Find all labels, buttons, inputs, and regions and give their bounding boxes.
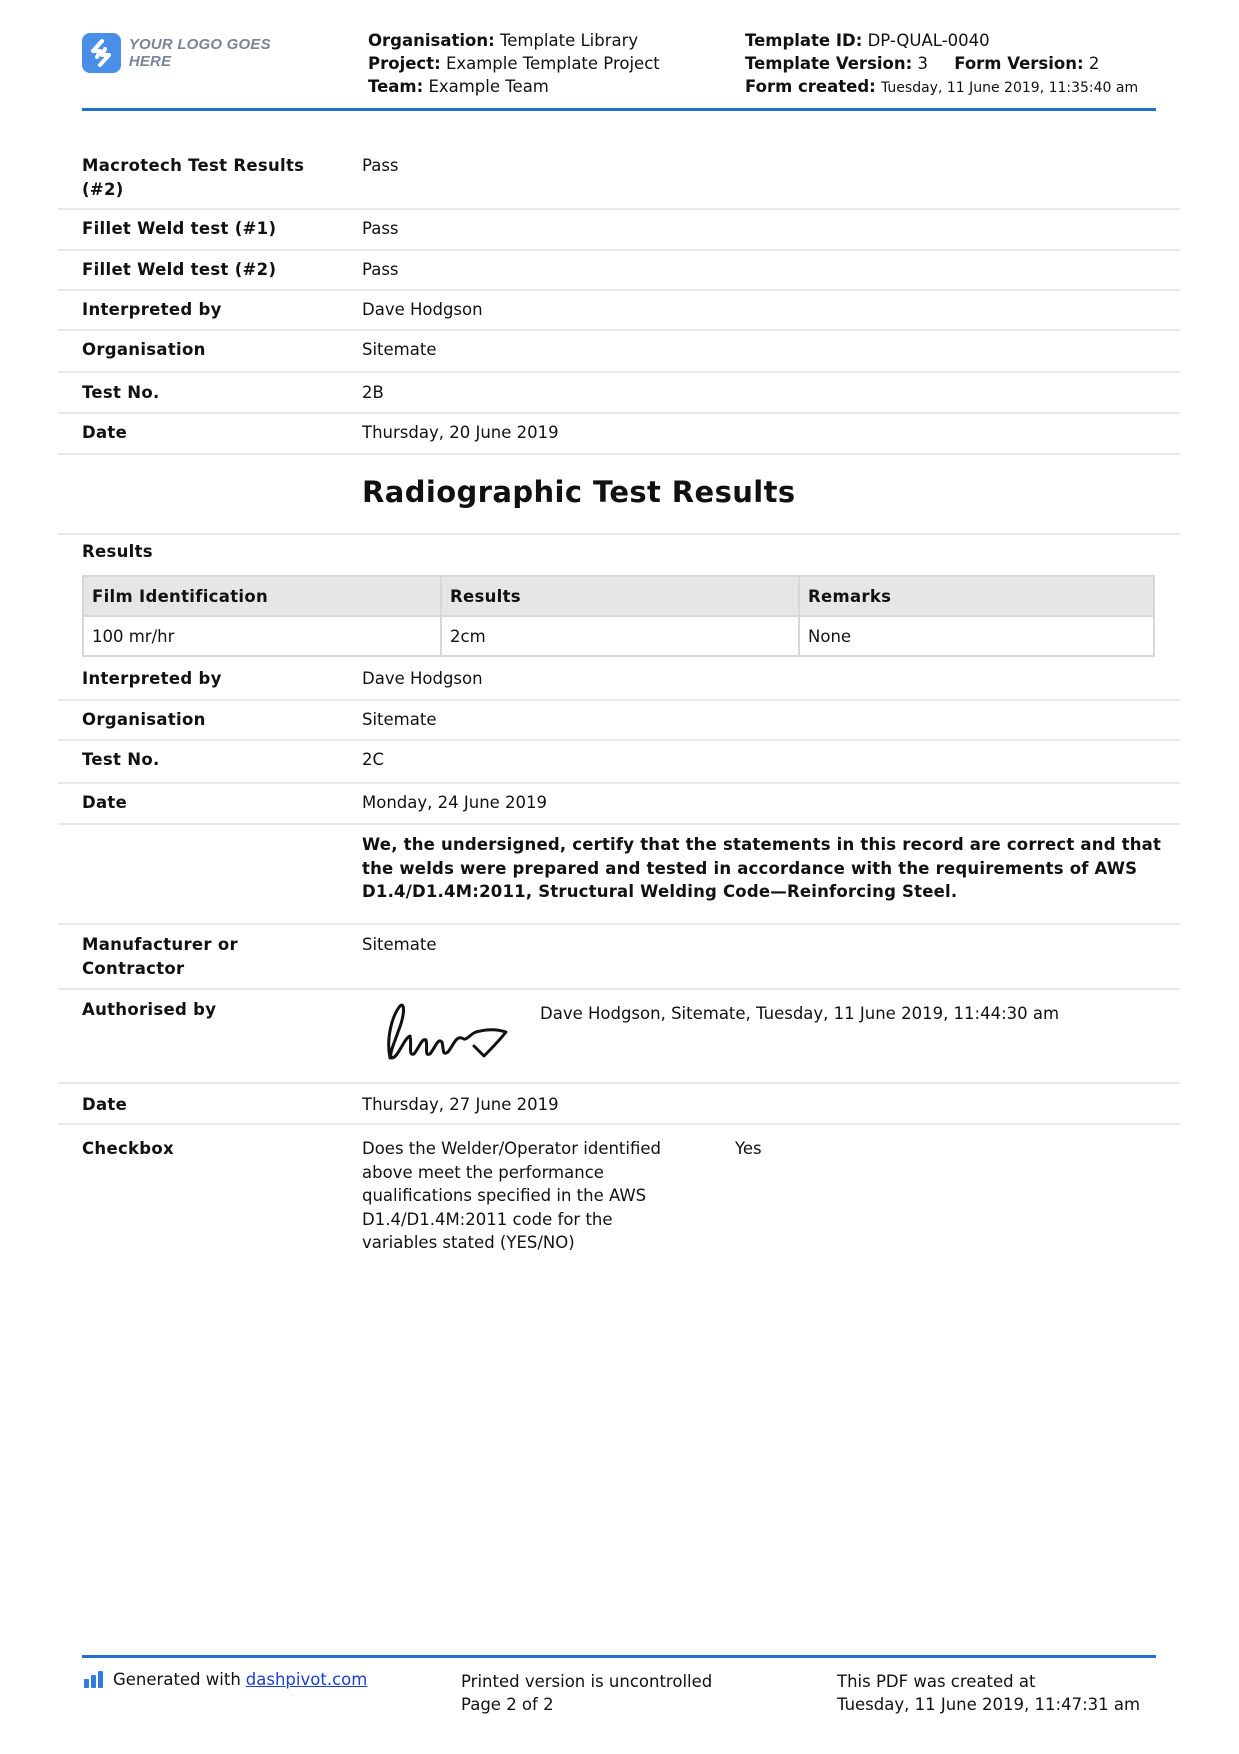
field-label: Fillet Weld test (#1) [82, 219, 277, 238]
field-row-interpreted-by [58, 658, 1180, 701]
checkbox-answer: Yes [735, 1139, 762, 1158]
dashpivot-link[interactable]: dashpivot.com [245, 1670, 368, 1689]
field-label: Manufacturer or Contractor [82, 935, 238, 978]
field-value: 2B [362, 383, 384, 402]
form-version-value: 2 [1088, 54, 1100, 73]
footer-created [837, 1670, 1140, 1716]
field-row-manufacturer [58, 925, 1180, 990]
project-label: Project: [368, 54, 441, 73]
authorised-value: Dave Hodgson, Sitemate, Tuesday, 11 June 2019, 11:44:30 am [540, 1004, 1060, 1023]
field-label: Interpreted by [82, 300, 222, 319]
generated-text: Generated with [113, 1670, 241, 1689]
results-label: Results [82, 542, 153, 561]
field-row-macrotech [58, 148, 1180, 210]
field-value: Dave Hodgson [362, 669, 483, 688]
field-row-test-no [58, 741, 1180, 784]
field-row-test-no [58, 373, 1180, 414]
table-cell: None [799, 616, 1154, 656]
field-value: Sitemate [362, 935, 437, 954]
field-row-date [58, 1084, 1180, 1125]
created-label: This PDF was created at [837, 1672, 1036, 1691]
field-label: Authorised by [82, 1000, 217, 1019]
checkbox-label: Checkbox [82, 1139, 174, 1158]
table-header: Remarks [799, 576, 1154, 616]
field-value: Monday, 24 June 2019 [362, 793, 548, 812]
field-value: Sitemate [362, 340, 437, 359]
signature-image [380, 998, 510, 1068]
template-id-value: DP-QUAL-0040 [867, 31, 990, 50]
form-created-label: Form created: [745, 77, 876, 96]
field-row-organisation [58, 701, 1180, 741]
project-value: Example Template Project [445, 54, 660, 73]
created-value: Tuesday, 11 June 2019, 11:47:31 am [837, 1695, 1141, 1714]
header-project-info [368, 29, 660, 98]
form-created-value: Tuesday, 11 June 2019, 11:35:40 am [881, 80, 1139, 96]
field-label: Fillet Weld test (#2) [82, 260, 277, 279]
dashpivot-chart-icon [84, 1671, 105, 1688]
field-row-organisation [58, 331, 1180, 373]
field-value: 2C [362, 750, 385, 769]
table-cell: 2cm [441, 616, 799, 656]
section-title-row [58, 455, 1180, 535]
organisation-label: Organisation: [368, 31, 495, 50]
footer-generated [84, 1670, 367, 1689]
footer-page-info [461, 1670, 712, 1716]
table-cell: 100 mr/hr [83, 616, 441, 656]
field-label: Macrotech Test Results (#2) [82, 156, 305, 199]
field-label: Organisation [82, 710, 206, 729]
table-header-row [83, 576, 1154, 616]
field-value: Pass [362, 156, 399, 175]
field-value: Sitemate [362, 710, 437, 729]
field-value: Pass [362, 260, 399, 279]
field-row-fillet-1 [58, 210, 1180, 251]
template-version-label: Template Version: [745, 54, 913, 73]
header-template-info [745, 29, 1138, 100]
uncontrolled-text: Printed version is uncontrolled [461, 1672, 713, 1691]
results-table [82, 575, 1155, 657]
field-value: Thursday, 27 June 2019 [362, 1095, 559, 1114]
field-value: Dave Hodgson [362, 300, 483, 319]
table-row [83, 616, 1154, 656]
field-row-interpreted-by [58, 291, 1180, 331]
field-label: Date [82, 423, 128, 442]
field-label: Test No. [82, 750, 160, 769]
footer-divider [82, 1655, 1156, 1658]
template-id-label: Template ID: [745, 31, 863, 50]
logo-mark-icon [82, 33, 121, 73]
form-version-label: Form Version: [954, 54, 1084, 73]
field-value: Thursday, 20 June 2019 [362, 423, 559, 442]
header-divider [82, 108, 1156, 111]
logo [82, 32, 312, 74]
field-row-fillet-2 [58, 251, 1180, 291]
field-label: Test No. [82, 383, 160, 402]
field-row-date [58, 784, 1180, 825]
template-version-value: 3 [917, 54, 928, 73]
table-header: Results [441, 576, 799, 616]
section-title: Radiographic Test Results [362, 475, 796, 509]
field-label: Date [82, 1095, 128, 1114]
field-value: Pass [362, 219, 399, 238]
team-label: Team: [368, 77, 424, 96]
team-value: Example Team [428, 77, 549, 96]
organisation-value: Template Library [499, 31, 639, 50]
logo-text: YOUR LOGO GOES HERE [128, 36, 271, 70]
page-number: Page 2 of 2 [461, 1695, 554, 1714]
certification-statement: We, the undersigned, certify that the statements in this record are correct and that the welds were prepared and tested in accordance with the requirements of AWS D1.4/D1.4M:2011, Structural Welding Code—Reinforcing Steel. [362, 835, 1162, 901]
checkbox-question: Does the Welder/Operator identified above meet the performance qualifications specified in the AWS D1.4/D1.4M:2011 code for the variables stated (YES/NO) [362, 1139, 662, 1252]
field-label: Date [82, 793, 128, 812]
field-label: Interpreted by [82, 669, 222, 688]
table-header: Film Identification [83, 576, 441, 616]
field-row-date [58, 414, 1180, 455]
field-label: Organisation [82, 340, 206, 359]
